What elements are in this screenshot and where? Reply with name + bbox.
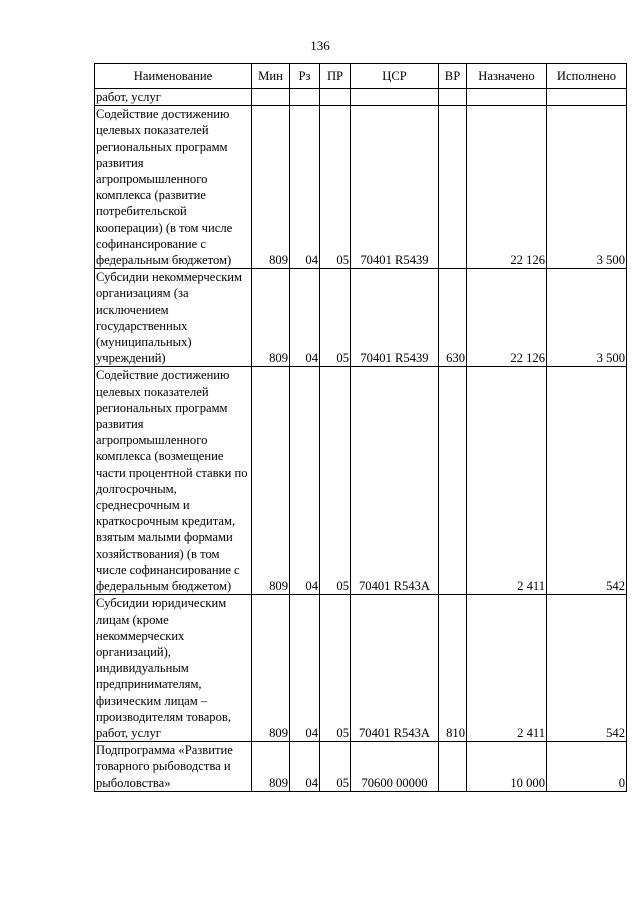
header-vr: ВР xyxy=(439,64,467,89)
row-vr xyxy=(439,106,467,269)
row-min: 809 xyxy=(252,595,290,742)
row-pr: 05 xyxy=(320,367,351,595)
row-min: 809 xyxy=(252,106,290,269)
row-planned xyxy=(467,89,547,106)
row-csr: 70401 R543A xyxy=(351,595,439,742)
row-min: 809 xyxy=(252,269,290,367)
row-planned: 22 126 xyxy=(467,106,547,269)
row-csr: 70600 00000 xyxy=(351,742,439,792)
row-name: Содействие достижению целевых показателей региональных программ развития агропромышленного комплекса (возмещение части процентной ставки по долгосрочным, среднесрочным и краткосрочным кредитам, взятым малыми формами хозяйствования) (в том числе софинансирование с федеральным бюджетом) xyxy=(95,367,252,595)
row-csr: 70401 R5439 xyxy=(351,269,439,367)
row-name: Содействие достижению целевых показателей региональных программ развития агропромышленного комплекса (развитие потребительской кооперации) (в том числе софинансирование с федеральным бюджетом) xyxy=(95,106,252,269)
row-pr: 05 xyxy=(320,269,351,367)
row-vr: 630 xyxy=(439,269,467,367)
row-name: Подпрограмма «Развитие товарного рыбоводства и рыболовства» xyxy=(95,742,252,792)
row-executed: 3 500 xyxy=(547,106,627,269)
header-name: Наименование xyxy=(95,64,252,89)
row-planned: 2 411 xyxy=(467,595,547,742)
row-executed: 0 xyxy=(547,742,627,792)
row-executed: 542 xyxy=(547,367,627,595)
row-csr: 70401 R543A xyxy=(351,367,439,595)
row-vr: 810 xyxy=(439,595,467,742)
row-executed: 542 xyxy=(547,595,627,742)
table-row xyxy=(95,367,627,595)
page-number: 136 xyxy=(310,38,330,53)
row-vr xyxy=(439,367,467,595)
row-csr: 70401 R5439 xyxy=(351,106,439,269)
row-vr xyxy=(439,89,467,106)
table-row xyxy=(95,89,627,106)
row-executed: 3 500 xyxy=(547,269,627,367)
row-name: работ, услуг xyxy=(95,89,252,106)
table-header-row xyxy=(95,64,627,89)
row-rz: 04 xyxy=(290,106,320,269)
table-row xyxy=(95,742,627,792)
row-pr: 05 xyxy=(320,595,351,742)
header-rz: Рз xyxy=(290,64,320,89)
row-planned: 10 000 xyxy=(467,742,547,792)
row-rz: 04 xyxy=(290,269,320,367)
header-csr: ЦСР xyxy=(351,64,439,89)
header-min: Мин xyxy=(252,64,290,89)
row-name: Субсидии юридическим лицам (кроме некоммерческих организаций), индивидуальным предпринимателям, физическим лицам – производителям товаров, работ, услуг xyxy=(95,595,252,742)
row-csr xyxy=(351,89,439,106)
row-min: 809 xyxy=(252,742,290,792)
table-row xyxy=(95,269,627,367)
row-planned: 2 411 xyxy=(467,367,547,595)
header-planned: Назначено xyxy=(467,64,547,89)
header-pr: ПР xyxy=(320,64,351,89)
row-pr xyxy=(320,89,351,106)
row-planned: 22 126 xyxy=(467,269,547,367)
row-rz: 04 xyxy=(290,367,320,595)
row-rz: 04 xyxy=(290,742,320,792)
table-row xyxy=(95,595,627,742)
table-row xyxy=(95,106,627,269)
row-pr: 05 xyxy=(320,742,351,792)
row-min: 809 xyxy=(252,367,290,595)
row-pr: 05 xyxy=(320,106,351,269)
row-rz: 04 xyxy=(290,595,320,742)
budget-table xyxy=(94,63,627,792)
row-rz xyxy=(290,89,320,106)
row-min xyxy=(252,89,290,106)
header-executed: Исполнено xyxy=(547,64,627,89)
row-executed xyxy=(547,89,627,106)
row-vr xyxy=(439,742,467,792)
row-name: Субсидии некоммерческим организациям (за исключением государственных (муниципальных) учреждений) xyxy=(95,269,252,367)
